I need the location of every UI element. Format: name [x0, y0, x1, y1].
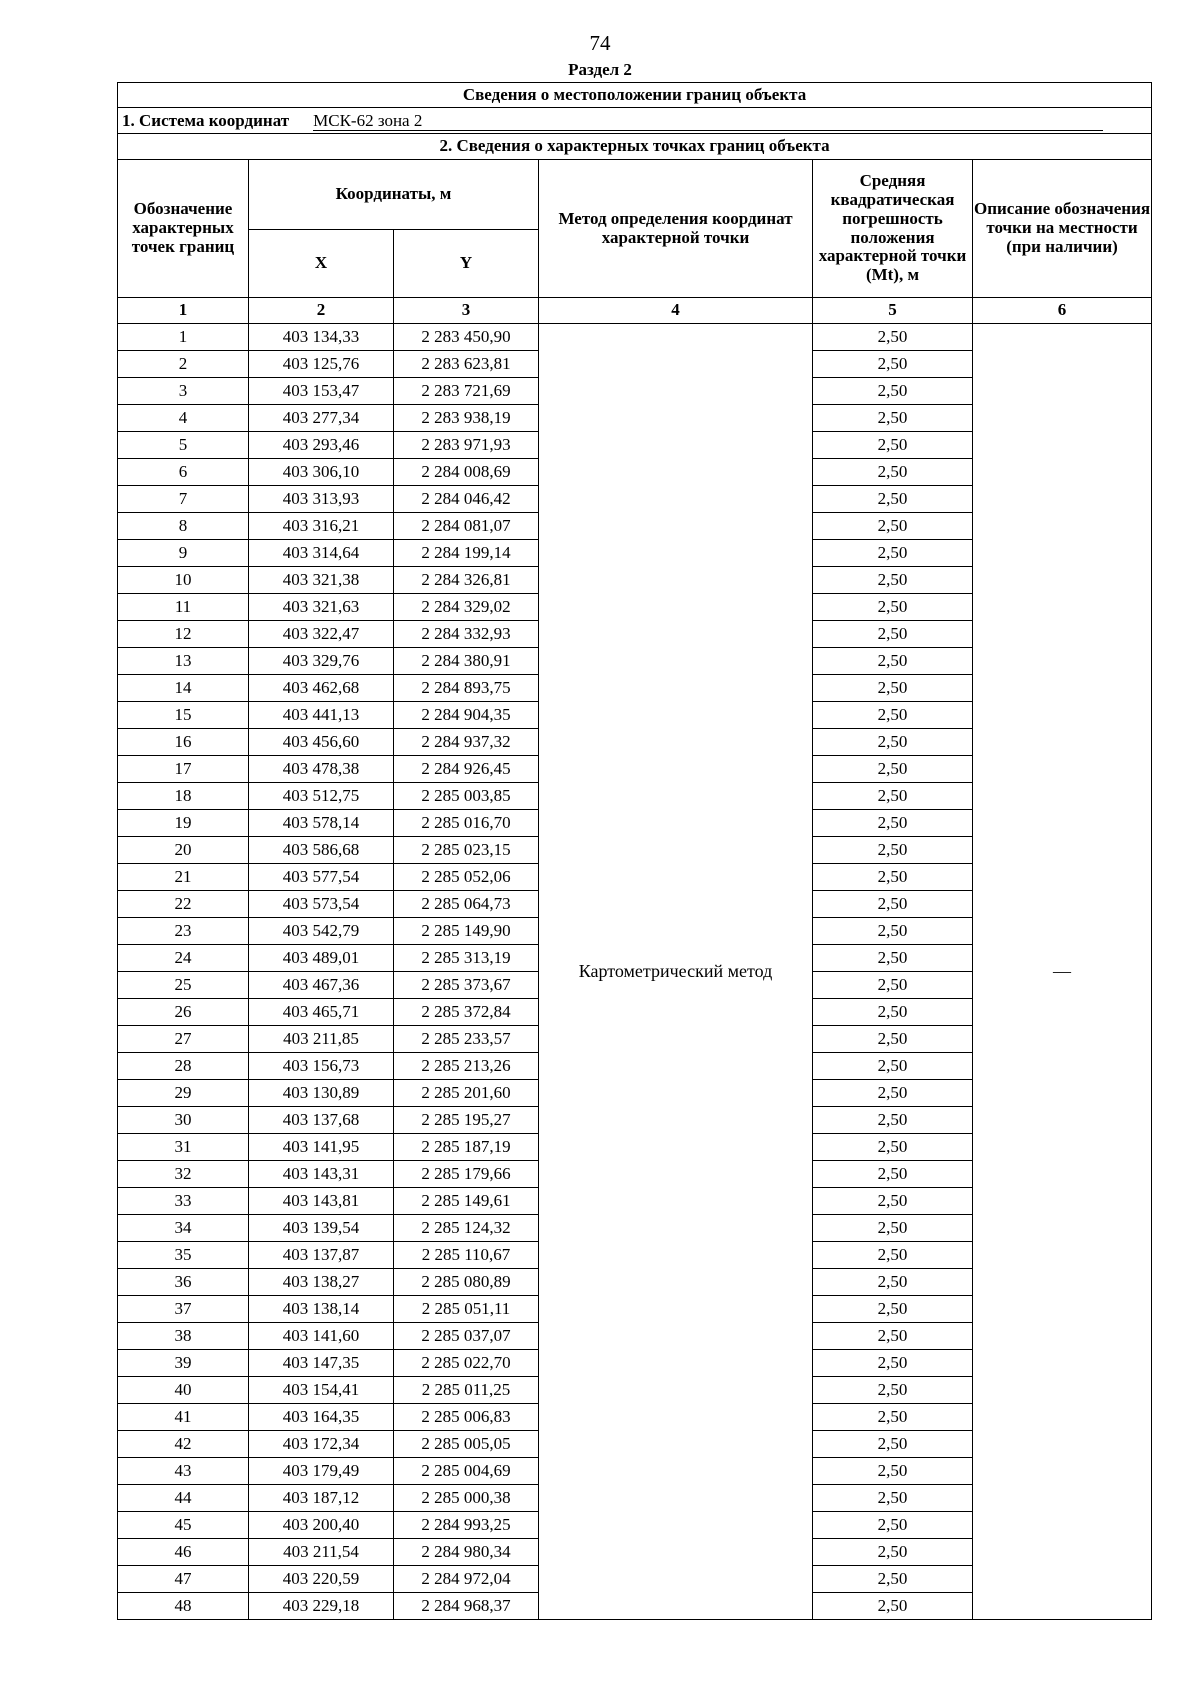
- y-coordinate-cell: 2 285 080,89: [394, 1269, 539, 1296]
- y-coordinate-cell: 2 284 926,45: [394, 756, 539, 783]
- boundary-points-table: [117, 82, 1152, 1620]
- header-description: Описание обозначения точки на местности (при наличии): [973, 160, 1152, 298]
- y-coordinate-cell: 2 285 004,69: [394, 1458, 539, 1485]
- point-number-cell: 46: [118, 1539, 249, 1566]
- y-coordinate-cell: 2 284 332,93: [394, 621, 539, 648]
- y-coordinate-cell: 2 285 233,57: [394, 1026, 539, 1053]
- point-number-cell: 39: [118, 1350, 249, 1377]
- header-y: Y: [394, 230, 539, 298]
- point-number-cell: 43: [118, 1458, 249, 1485]
- y-coordinate-cell: 2 285 051,11: [394, 1296, 539, 1323]
- point-number-cell: 45: [118, 1512, 249, 1539]
- x-coordinate-cell: 403 329,76: [249, 648, 394, 675]
- x-coordinate-cell: 403 467,36: [249, 972, 394, 999]
- x-coordinate-cell: 403 143,81: [249, 1188, 394, 1215]
- x-coordinate-cell: 403 465,71: [249, 999, 394, 1026]
- error-cell: 2,50: [813, 1323, 973, 1350]
- x-coordinate-cell: 403 143,31: [249, 1161, 394, 1188]
- y-coordinate-cell: 2 284 972,04: [394, 1566, 539, 1593]
- point-number-cell: 7: [118, 486, 249, 513]
- page-number: 74: [589, 31, 611, 55]
- y-coordinate-cell: 2 285 149,90: [394, 918, 539, 945]
- table-row: [118, 324, 1152, 351]
- error-cell: 2,50: [813, 1458, 973, 1485]
- error-cell: 2,50: [813, 567, 973, 594]
- x-coordinate-cell: 403 137,87: [249, 1242, 394, 1269]
- y-coordinate-cell: 2 284 937,32: [394, 729, 539, 756]
- point-number-cell: 48: [118, 1593, 249, 1620]
- point-number-cell: 27: [118, 1026, 249, 1053]
- error-cell: 2,50: [813, 1053, 973, 1080]
- point-number-cell: 9: [118, 540, 249, 567]
- error-cell: 2,50: [813, 1080, 973, 1107]
- error-cell: 2,50: [813, 1377, 973, 1404]
- y-coordinate-cell: 2 285 000,38: [394, 1485, 539, 1512]
- error-cell: 2,50: [813, 972, 973, 999]
- point-number-cell: 47: [118, 1566, 249, 1593]
- x-coordinate-cell: 403 172,34: [249, 1431, 394, 1458]
- x-coordinate-cell: 403 141,60: [249, 1323, 394, 1350]
- point-number-cell: 37: [118, 1296, 249, 1323]
- y-coordinate-cell: 2 283 938,19: [394, 405, 539, 432]
- point-number-cell: 17: [118, 756, 249, 783]
- column-number: 4: [539, 298, 813, 324]
- description-cell: —: [973, 324, 1152, 1620]
- y-coordinate-cell: 2 285 037,07: [394, 1323, 539, 1350]
- error-cell: 2,50: [813, 513, 973, 540]
- x-coordinate-cell: 403 573,54: [249, 891, 394, 918]
- y-coordinate-cell: 2 283 450,90: [394, 324, 539, 351]
- error-cell: 2,50: [813, 810, 973, 837]
- error-cell: 2,50: [813, 486, 973, 513]
- x-coordinate-cell: 403 314,64: [249, 540, 394, 567]
- error-cell: 2,50: [813, 405, 973, 432]
- column-number: 6: [973, 298, 1152, 324]
- point-number-cell: 6: [118, 459, 249, 486]
- y-coordinate-cell: 2 283 623,81: [394, 351, 539, 378]
- point-number-cell: 2: [118, 351, 249, 378]
- header-x: X: [249, 230, 394, 298]
- y-coordinate-cell: 2 285 022,70: [394, 1350, 539, 1377]
- y-coordinate-cell: 2 285 201,60: [394, 1080, 539, 1107]
- error-cell: 2,50: [813, 1350, 973, 1377]
- x-coordinate-cell: 403 578,14: [249, 810, 394, 837]
- y-coordinate-cell: 2 284 380,91: [394, 648, 539, 675]
- error-cell: 2,50: [813, 432, 973, 459]
- error-cell: 2,50: [813, 729, 973, 756]
- error-cell: 2,50: [813, 1566, 973, 1593]
- error-cell: 2,50: [813, 324, 973, 351]
- x-coordinate-cell: 403 211,54: [249, 1539, 394, 1566]
- x-coordinate-cell: 403 164,35: [249, 1404, 394, 1431]
- header-coordinates: Координаты, м: [249, 160, 539, 230]
- point-number-cell: 25: [118, 972, 249, 999]
- y-coordinate-cell: 2 285 187,19: [394, 1134, 539, 1161]
- point-number-cell: 35: [118, 1242, 249, 1269]
- point-number-cell: 38: [118, 1323, 249, 1350]
- point-number-cell: 14: [118, 675, 249, 702]
- y-coordinate-cell: 2 285 064,73: [394, 891, 539, 918]
- x-coordinate-cell: 403 322,47: [249, 621, 394, 648]
- x-coordinate-cell: 403 179,49: [249, 1458, 394, 1485]
- x-coordinate-cell: 403 200,40: [249, 1512, 394, 1539]
- error-cell: 2,50: [813, 1593, 973, 1620]
- y-coordinate-cell: 2 283 721,69: [394, 378, 539, 405]
- y-coordinate-cell: 2 285 149,61: [394, 1188, 539, 1215]
- y-coordinate-cell: 2 285 023,15: [394, 837, 539, 864]
- point-number-cell: 41: [118, 1404, 249, 1431]
- x-coordinate-cell: 403 462,68: [249, 675, 394, 702]
- point-number-cell: 13: [118, 648, 249, 675]
- x-coordinate-cell: 403 577,54: [249, 864, 394, 891]
- x-coordinate-cell: 403 156,73: [249, 1053, 394, 1080]
- point-number-cell: 1: [118, 324, 249, 351]
- x-coordinate-cell: 403 187,12: [249, 1485, 394, 1512]
- section-title: Раздел 2: [568, 60, 632, 79]
- y-coordinate-cell: 2 285 110,67: [394, 1242, 539, 1269]
- point-number-cell: 26: [118, 999, 249, 1026]
- point-number-cell: 3: [118, 378, 249, 405]
- point-number-cell: 8: [118, 513, 249, 540]
- header-method: Метод определения координат характерной точки: [539, 160, 813, 298]
- y-coordinate-cell: 2 285 372,84: [394, 999, 539, 1026]
- x-coordinate-cell: 403 316,21: [249, 513, 394, 540]
- x-coordinate-cell: 403 153,47: [249, 378, 394, 405]
- header-designation: Обозначение характерных точек границ: [118, 160, 249, 298]
- error-cell: 2,50: [813, 1404, 973, 1431]
- y-coordinate-cell: 2 285 003,85: [394, 783, 539, 810]
- y-coordinate-cell: 2 284 081,07: [394, 513, 539, 540]
- x-coordinate-cell: 403 456,60: [249, 729, 394, 756]
- column-number: 3: [394, 298, 539, 324]
- y-coordinate-cell: 2 285 005,05: [394, 1431, 539, 1458]
- coord-system-value: МСК-62 зона 2: [313, 111, 1103, 131]
- x-coordinate-cell: 403 306,10: [249, 459, 394, 486]
- y-coordinate-cell: 2 284 199,14: [394, 540, 539, 567]
- error-cell: 2,50: [813, 1188, 973, 1215]
- table-main-title: Сведения о местоположении границ объекта: [118, 83, 1152, 108]
- y-coordinate-cell: 2 284 008,69: [394, 459, 539, 486]
- points-section-title: 2. Сведения о характерных точках границ объекта: [118, 134, 1152, 160]
- error-cell: 2,50: [813, 1242, 973, 1269]
- error-cell: 2,50: [813, 1269, 973, 1296]
- method-cell: Картометрический метод: [539, 324, 813, 1620]
- point-number-cell: 22: [118, 891, 249, 918]
- y-coordinate-cell: 2 283 971,93: [394, 432, 539, 459]
- point-number-cell: 30: [118, 1107, 249, 1134]
- error-cell: 2,50: [813, 594, 973, 621]
- error-cell: 2,50: [813, 837, 973, 864]
- error-cell: 2,50: [813, 1539, 973, 1566]
- error-cell: 2,50: [813, 864, 973, 891]
- point-number-cell: 18: [118, 783, 249, 810]
- point-number-cell: 21: [118, 864, 249, 891]
- point-number-cell: 4: [118, 405, 249, 432]
- column-number: 2: [249, 298, 394, 324]
- y-coordinate-cell: 2 284 968,37: [394, 1593, 539, 1620]
- point-number-cell: 19: [118, 810, 249, 837]
- point-number-cell: 12: [118, 621, 249, 648]
- point-number-cell: 31: [118, 1134, 249, 1161]
- y-coordinate-cell: 2 284 326,81: [394, 567, 539, 594]
- error-cell: 2,50: [813, 351, 973, 378]
- point-number-cell: 20: [118, 837, 249, 864]
- error-cell: 2,50: [813, 540, 973, 567]
- error-cell: 2,50: [813, 999, 973, 1026]
- point-number-cell: 32: [118, 1161, 249, 1188]
- point-number-cell: 16: [118, 729, 249, 756]
- x-coordinate-cell: 403 138,14: [249, 1296, 394, 1323]
- point-number-cell: 5: [118, 432, 249, 459]
- x-coordinate-cell: 403 137,68: [249, 1107, 394, 1134]
- error-cell: 2,50: [813, 459, 973, 486]
- point-number-cell: 36: [118, 1269, 249, 1296]
- point-number-cell: 44: [118, 1485, 249, 1512]
- x-coordinate-cell: 403 154,41: [249, 1377, 394, 1404]
- point-number-cell: 15: [118, 702, 249, 729]
- x-coordinate-cell: 403 478,38: [249, 756, 394, 783]
- error-cell: 2,50: [813, 918, 973, 945]
- x-coordinate-cell: 403 138,27: [249, 1269, 394, 1296]
- error-cell: 2,50: [813, 648, 973, 675]
- error-cell: 2,50: [813, 1134, 973, 1161]
- point-number-cell: 33: [118, 1188, 249, 1215]
- x-coordinate-cell: 403 141,95: [249, 1134, 394, 1161]
- error-cell: 2,50: [813, 756, 973, 783]
- x-coordinate-cell: 403 130,89: [249, 1080, 394, 1107]
- x-coordinate-cell: 403 125,76: [249, 351, 394, 378]
- x-coordinate-cell: 403 542,79: [249, 918, 394, 945]
- y-coordinate-cell: 2 284 329,02: [394, 594, 539, 621]
- coord-system-row: [118, 108, 1152, 134]
- x-coordinate-cell: 403 321,38: [249, 567, 394, 594]
- point-number-cell: 24: [118, 945, 249, 972]
- column-number: 1: [118, 298, 249, 324]
- y-coordinate-cell: 2 284 046,42: [394, 486, 539, 513]
- error-cell: 2,50: [813, 783, 973, 810]
- y-coordinate-cell: 2 284 904,35: [394, 702, 539, 729]
- point-number-cell: 23: [118, 918, 249, 945]
- column-numbers-row: [118, 298, 1152, 324]
- error-cell: 2,50: [813, 1215, 973, 1242]
- header-error: Средняя квадратическая погрешность положения характерной точки (Mt), м: [813, 160, 973, 298]
- y-coordinate-cell: 2 285 313,19: [394, 945, 539, 972]
- x-coordinate-cell: 403 139,54: [249, 1215, 394, 1242]
- error-cell: 2,50: [813, 945, 973, 972]
- error-cell: 2,50: [813, 1512, 973, 1539]
- y-coordinate-cell: 2 285 124,32: [394, 1215, 539, 1242]
- error-cell: 2,50: [813, 1431, 973, 1458]
- point-number-cell: 42: [118, 1431, 249, 1458]
- y-coordinate-cell: 2 285 016,70: [394, 810, 539, 837]
- x-coordinate-cell: 403 147,35: [249, 1350, 394, 1377]
- x-coordinate-cell: 403 277,34: [249, 405, 394, 432]
- error-cell: 2,50: [813, 1026, 973, 1053]
- y-coordinate-cell: 2 284 980,34: [394, 1539, 539, 1566]
- y-coordinate-cell: 2 284 893,75: [394, 675, 539, 702]
- point-number-cell: 10: [118, 567, 249, 594]
- x-coordinate-cell: 403 512,75: [249, 783, 394, 810]
- error-cell: 2,50: [813, 675, 973, 702]
- error-cell: 2,50: [813, 378, 973, 405]
- x-coordinate-cell: 403 313,93: [249, 486, 394, 513]
- error-cell: 2,50: [813, 1296, 973, 1323]
- error-cell: 2,50: [813, 1107, 973, 1134]
- x-coordinate-cell: 403 229,18: [249, 1593, 394, 1620]
- column-number: 5: [813, 298, 973, 324]
- point-number-cell: 29: [118, 1080, 249, 1107]
- x-coordinate-cell: 403 211,85: [249, 1026, 394, 1053]
- error-cell: 2,50: [813, 891, 973, 918]
- y-coordinate-cell: 2 285 179,66: [394, 1161, 539, 1188]
- y-coordinate-cell: 2 284 993,25: [394, 1512, 539, 1539]
- point-number-cell: 40: [118, 1377, 249, 1404]
- point-number-cell: 11: [118, 594, 249, 621]
- y-coordinate-cell: 2 285 373,67: [394, 972, 539, 999]
- x-coordinate-cell: 403 134,33: [249, 324, 394, 351]
- x-coordinate-cell: 403 441,13: [249, 702, 394, 729]
- x-coordinate-cell: 403 321,63: [249, 594, 394, 621]
- error-cell: 2,50: [813, 1161, 973, 1188]
- y-coordinate-cell: 2 285 052,06: [394, 864, 539, 891]
- y-coordinate-cell: 2 285 213,26: [394, 1053, 539, 1080]
- y-coordinate-cell: 2 285 195,27: [394, 1107, 539, 1134]
- x-coordinate-cell: 403 220,59: [249, 1566, 394, 1593]
- coord-system-label: 1. Система координат: [122, 110, 290, 130]
- point-number-cell: 34: [118, 1215, 249, 1242]
- x-coordinate-cell: 403 586,68: [249, 837, 394, 864]
- x-coordinate-cell: 403 293,46: [249, 432, 394, 459]
- error-cell: 2,50: [813, 702, 973, 729]
- y-coordinate-cell: 2 285 011,25: [394, 1377, 539, 1404]
- error-cell: 2,50: [813, 1485, 973, 1512]
- x-coordinate-cell: 403 489,01: [249, 945, 394, 972]
- error-cell: 2,50: [813, 621, 973, 648]
- y-coordinate-cell: 2 285 006,83: [394, 1404, 539, 1431]
- point-number-cell: 28: [118, 1053, 249, 1080]
